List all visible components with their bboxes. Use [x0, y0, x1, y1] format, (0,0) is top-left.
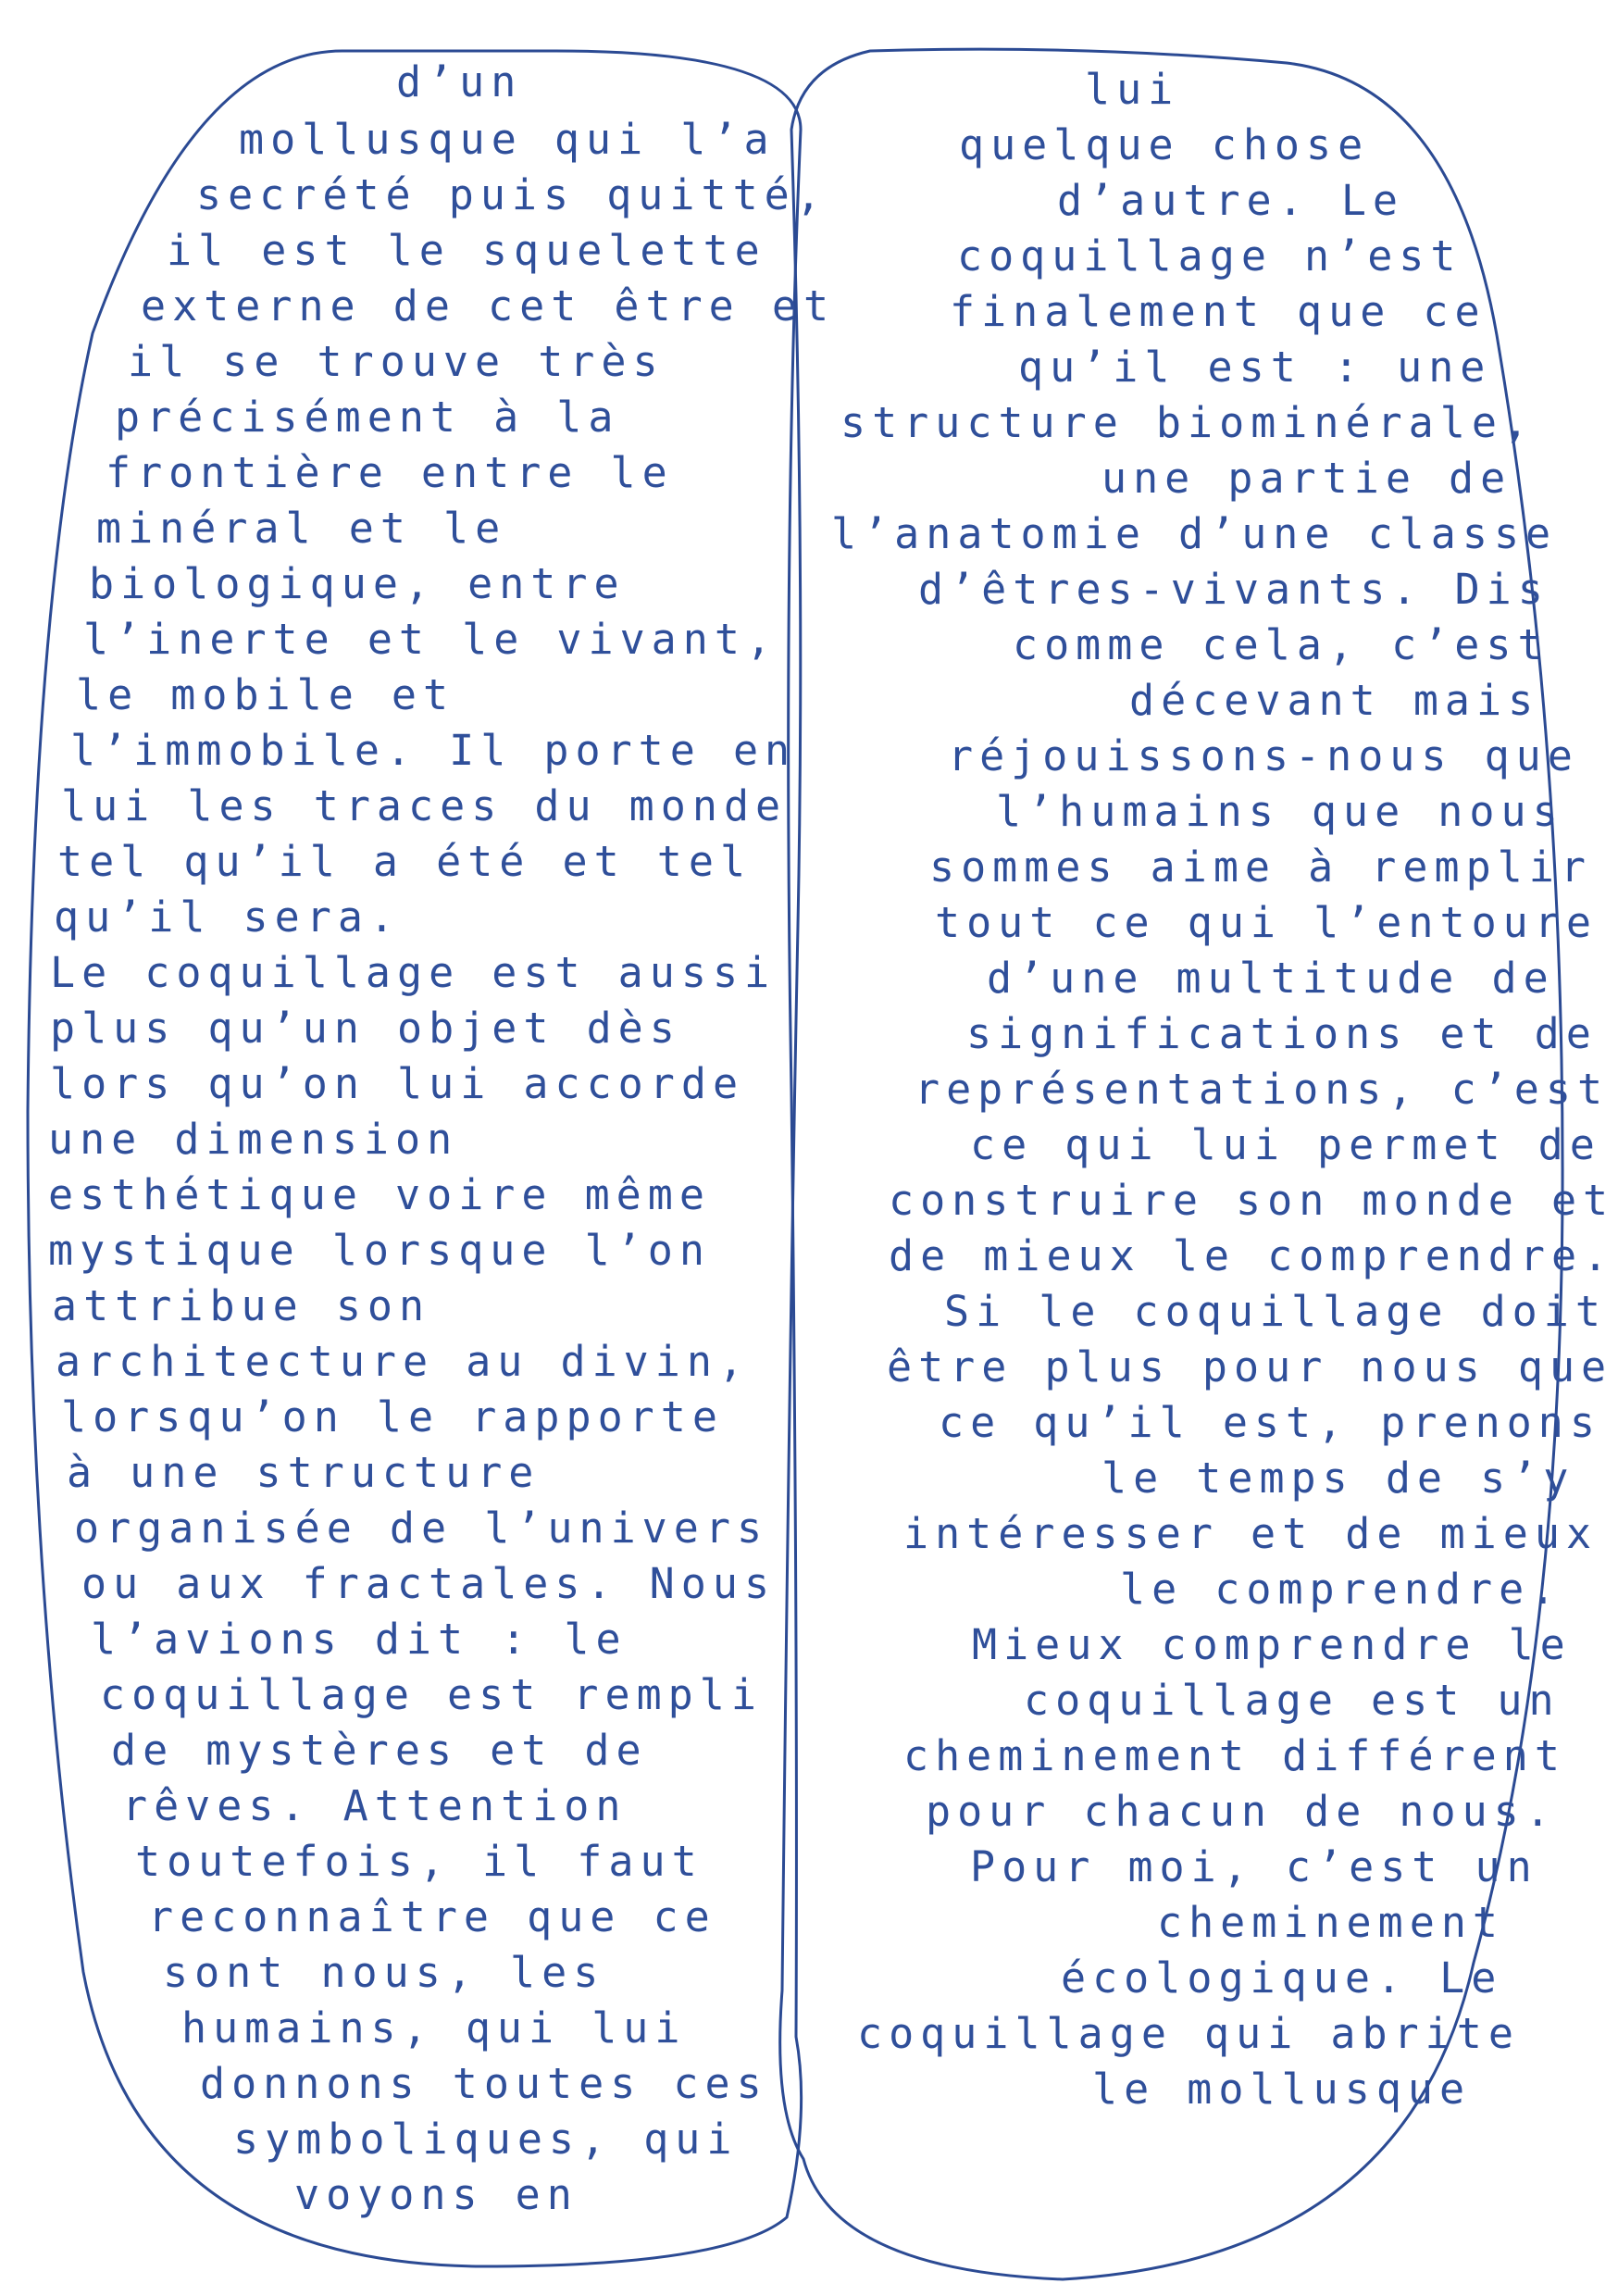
left-line: symboliques, qui	[233, 2115, 739, 2164]
right-line: le temps de s’y	[1101, 1454, 1575, 1503]
left-line: le mobile et	[76, 670, 455, 719]
left-line: tel qu’il a été et tel	[57, 837, 753, 886]
right-line: coquillage est un	[1024, 1676, 1561, 1725]
left-line: lors qu’on lui accorde	[50, 1059, 745, 1108]
right-line: quelque chose	[959, 120, 1370, 169]
right-line: une partie de	[1101, 454, 1512, 503]
left-line: qu’il sera.	[54, 892, 402, 942]
left-line: voyons en	[294, 2170, 579, 2219]
left-line: rêves. Attention	[122, 1781, 628, 1830]
left-line: mystique lorsque l’on	[48, 1226, 711, 1275]
right-line: écologique. Le	[1061, 1953, 1503, 2003]
right-line: ce qui lui permet de	[970, 1120, 1601, 1169]
right-line: le comprendre.	[1120, 1565, 1562, 1614]
left-line: biologique, entre	[89, 559, 626, 608]
left-line: lui les traces du monde	[61, 781, 788, 830]
right-line: décevant mais	[1129, 676, 1540, 725]
right-line: lui	[1085, 65, 1180, 114]
left-line: lorsqu’on le rapporte	[61, 1392, 724, 1441]
left-line: externe de cet être et	[141, 281, 836, 331]
right-line: significations et de	[966, 1009, 1598, 1058]
left-line: architecture au divin,	[56, 1337, 751, 1386]
right-line: de mieux le comprendre.	[889, 1231, 1615, 1280]
right-line: cheminement différent	[903, 1731, 1566, 1780]
left-line: attribue son	[52, 1281, 431, 1330]
left-line: secrété puis quitté,	[196, 170, 828, 219]
right-line: d’êtres-vivants. Dis	[918, 565, 1550, 614]
left-line: sont nous, les	[163, 1948, 605, 1997]
left-line: reconnaître que ce	[148, 1892, 716, 1941]
right-line: être plus pour nous que	[887, 1342, 1613, 1391]
left-line: humains, qui lui	[181, 2003, 687, 2053]
left-line: plus qu’un objet dès	[50, 1004, 681, 1053]
left-line: l’avions dit : le	[91, 1615, 628, 1664]
right-line: cheminement	[1157, 1898, 1505, 1947]
left-line: une dimension	[48, 1115, 459, 1164]
left-line: minéral et le	[96, 504, 507, 553]
left-line: il est le squelette	[167, 226, 766, 275]
right-line: l’anatomie d’une classe	[831, 509, 1558, 558]
left-line: d’un	[396, 57, 523, 106]
right-line: tout ce qui l’entoure	[935, 898, 1598, 947]
right-line: le mollusque	[1092, 2065, 1472, 2114]
right-line: qu’il est : une	[1018, 343, 1492, 392]
right-line: sommes aime à remplir	[929, 842, 1592, 892]
left-line: il se trouve très	[128, 337, 665, 386]
right-line: représentations, c’est	[915, 1065, 1610, 1114]
left-line: organisée de l’univers	[74, 1504, 769, 1553]
right-line: coquillage qui abrite	[857, 2009, 1520, 2058]
right-line: d’autre. Le	[1057, 176, 1405, 225]
left-line: à une structure	[67, 1448, 541, 1497]
right-line: l’humains que nous	[996, 787, 1564, 836]
left-line: frontière entre le	[106, 448, 674, 497]
left-line: de mystères et de	[111, 1726, 648, 1775]
right-line: coquillage n’est	[957, 231, 1462, 281]
right-line: réjouissons-nous que	[948, 731, 1579, 780]
right-line: construire son monde et	[889, 1176, 1615, 1225]
right-line: intéresser et de mieux	[903, 1509, 1599, 1558]
left-line: précisément à la	[115, 393, 620, 442]
right-line: ce qu’il est, prenons	[939, 1398, 1601, 1447]
right-line: Mieux comprendre le	[972, 1620, 1572, 1669]
left-line: Le coquillage est aussi	[50, 948, 777, 997]
right-line: structure biominérale,	[840, 398, 1536, 447]
left-line: toutefois, il faut	[135, 1837, 703, 1886]
left-line: ou aux fractales. Nous	[81, 1559, 777, 1608]
right-line: pour chacun de nous.	[926, 1787, 1557, 1836]
left-line: donnons toutes ces	[200, 2059, 768, 2108]
right-line: finalement que ce	[950, 287, 1487, 336]
left-line: l’immobile. Il porte en	[70, 726, 797, 775]
right-line: comme cela, c’est	[1013, 620, 1550, 669]
right-line: Si le coquillage doit	[944, 1287, 1607, 1336]
right-line: Pour moi, c’est un	[970, 1842, 1538, 1891]
right-line: d’une multitude de	[987, 954, 1555, 1003]
left-line: mollusque qui l’a	[239, 115, 776, 164]
left-line: l’inerte et le vivant,	[83, 615, 778, 664]
left-line: esthétique voire même	[48, 1170, 711, 1219]
left-line: coquillage est rempli	[100, 1670, 763, 1719]
